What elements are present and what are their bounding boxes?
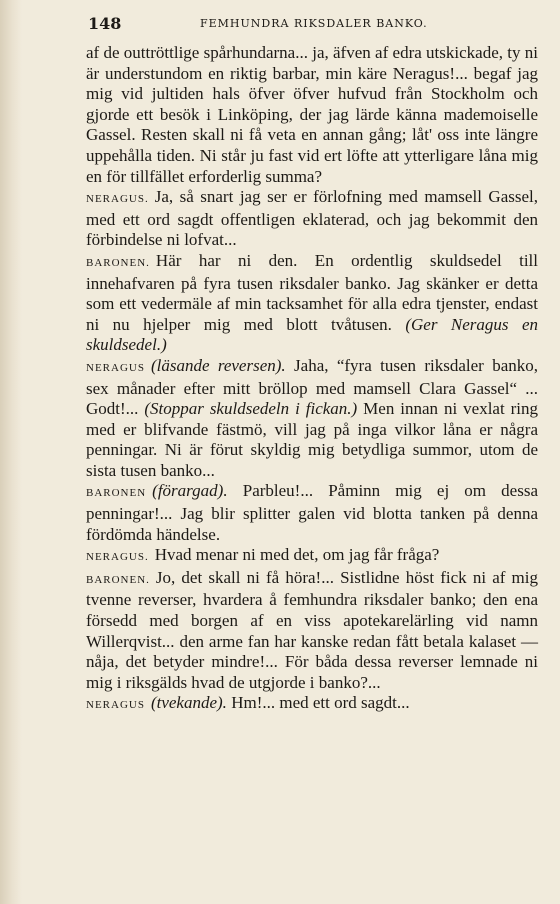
paragraph: [86, 187, 538, 251]
page-number: 148: [88, 14, 122, 33]
speaker-name: BARONEN.: [86, 573, 150, 586]
stage-direction: (förargad).: [152, 481, 228, 501]
speaker-name: NERAGUS.: [86, 551, 149, 564]
stage-direction: (läsande reversen).: [150, 355, 286, 375]
page-header: [88, 14, 538, 36]
paragraph: [86, 568, 538, 694]
paragraph: [86, 693, 538, 716]
paragraph-text: Jaha, “fyra tusen riksdaler banko, sex månader efter mitt bröllop med mamsell Clara Gassel“ ... Godt!...: [86, 355, 538, 419]
paragraph: [86, 356, 538, 482]
stage-direction: (Ger Neragus en skuldsedel.): [86, 314, 538, 355]
stage-direction: (Stoppar skuldsedeln i fickan.): [144, 399, 358, 419]
paragraph: [86, 481, 538, 545]
paragraph-text: Här har ni den. En ordentlig skuldsedel till innehafvaren på fyra tusen riksdaler banko. Jag skänker er detta som ett vedermäle af min tacksamhet för alla edra tjenster, endast ni nu hjelper mig med blott tvåtusen.: [86, 250, 538, 334]
paragraph: [86, 545, 538, 568]
paragraph-text: Parbleu!... Påminn mig ej om dessa penningar!... Jag blir splitter galen vid blotta tanken på denna fördömda händelse.: [86, 481, 538, 544]
paragraph-text: Ja, så snart jag ser er förlofning med mamsell Gassel, med ett ord sagdt offentligen eklaterad, och jag bekommit den förbindelse ni lofvat...: [86, 187, 538, 250]
paragraph-text: Hm!... med ett ord sagdt...: [231, 693, 410, 713]
speaker-name: NERAGUS: [86, 699, 145, 712]
paragraph: [86, 251, 538, 356]
speaker-name: BARONEN: [86, 487, 147, 500]
paragraph-text-tail: Men innan ni vexlat ring med er blifvande fästmö, vill jag på inga vilkor låna er några penningar. Ni är förut skyldig mig betydliga summor, utom de sista tusen banko...: [86, 399, 539, 480]
speaker-name: BARONEN.: [86, 256, 150, 269]
running-title: FEMHUNDRA RIKSDALER BANKO.: [200, 17, 428, 30]
speaker-name: NERAGUS: [86, 361, 145, 374]
speaker-name: NERAGUS.: [86, 193, 149, 206]
page-gutter-shadow: [0, 0, 22, 904]
paragraph-text: af de outtröttlige spårhundarna... ja, äfven af edra utskickade, ty ni är understundom en riktig barbar, min käre Neragus!... begaf jag mig vid jultiden hals öfver öfver hufvud från Stockholm och gjorde ett besök i Linköping, der jag lärde känna mademoiselle Gassel. Resten skall ni få veta en annan gång; låt' oss inte längre uppehålla tiden. Ni står ju fast vid ert löfte att ytterligare låna mig en för tillfället erforderlig summa?: [86, 43, 538, 186]
paragraph: [86, 43, 538, 187]
paragraph-text: Hvad menar ni med det, om jag får fråga?: [154, 545, 440, 565]
stage-direction: (tvekande).: [150, 693, 227, 713]
paragraph-text: Jo, det skall ni få höra!... Sistlidne höst fick ni af mig tvenne reverser, hvardera å femhundra riksdaler banko; den ena försedd med borgen af en viss apotekarelärling vid namn Willerqvist... den arme fan har kanske redan fått betala kalaset — nåja, det betyder mindre!... För båda dessa reverser lemnade ni mig i riksgälds hvad de utgjorde i banko?...: [86, 567, 538, 692]
page-body: [86, 43, 538, 716]
